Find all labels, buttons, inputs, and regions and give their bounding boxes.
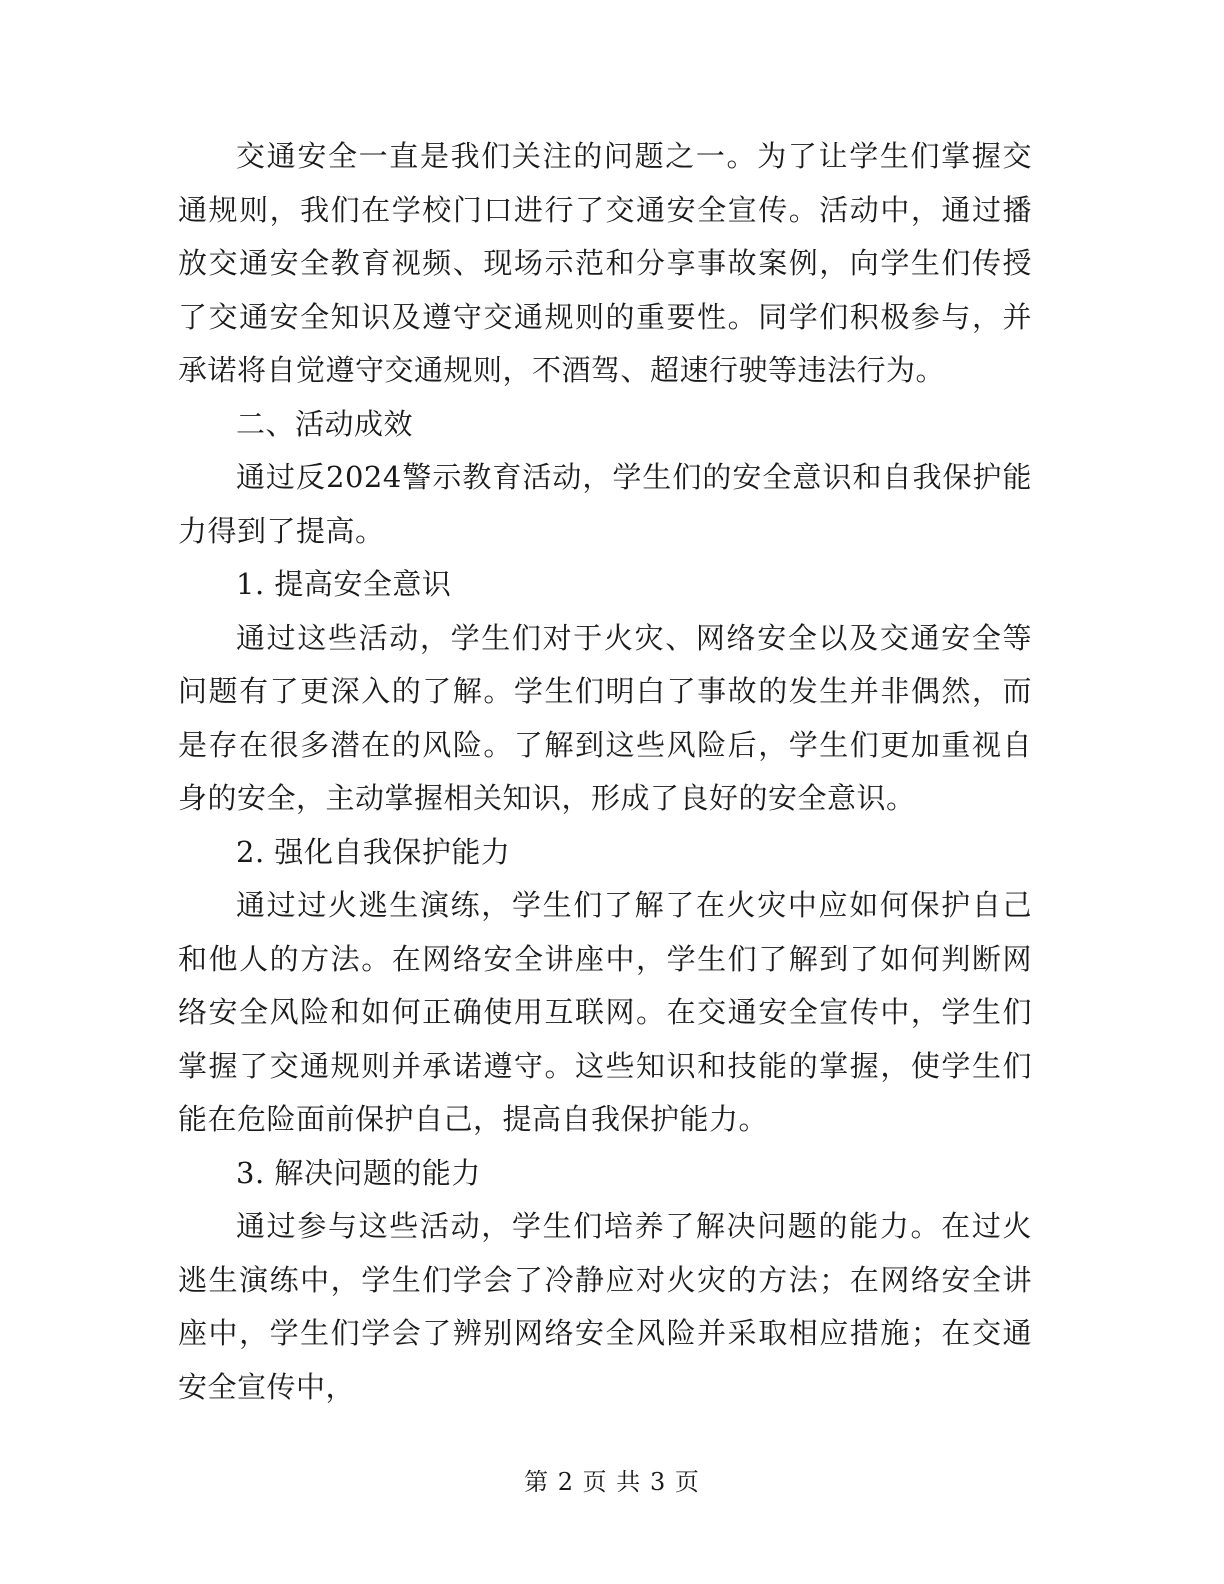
paragraph-results-intro: 通过反2024警示教育活动，学生们的安全意识和自我保护能力得到了提高。 xyxy=(178,460,1032,548)
subheading-safety-awareness: 1. 提高安全意识 xyxy=(236,567,452,601)
subheading-self-protection: 2. 强化自我保护能力 xyxy=(236,834,511,869)
document-body xyxy=(178,130,1032,1414)
subheading-problem-solving: 3. 解决问题的能力 xyxy=(236,1155,481,1190)
paragraph-safety-awareness: 通过这些活动，学生们对于火灾、网络安全以及交通安全等问题有了更深入的了解。学生们明白了事故的发生并非偶然，而是存在很多潜在的风险。了解到这些风险后，学生们更加重视自身的安全，主动掌握相关知识，形成了良好的安全意识。 xyxy=(178,620,1032,815)
page-number-footer: 第 2 页 共 3 页 xyxy=(524,1468,700,1496)
section-heading-results: 二、活动成效 xyxy=(236,406,414,441)
paragraph-problem-solving: 通过参与这些活动，学生们培养了解决问题的能力。在过火逃生演练中，学生们学会了冷静应对火灾的方法；在网络安全讲座中，学生们学会了辨别网络安全风险并采取相应措施；在交通安全宣传中， xyxy=(178,1209,1032,1404)
paragraph-self-protection: 通过过火逃生演练，学生们了解了在火灾中应如何保护自己和他人的方法。在网络安全讲座中，学生们了解到了如何判断网络安全风险和如何正确使用互联网。在交通安全宣传中，学生们掌握了交通规则并承诺遵守。这些知识和技能的掌握，使学生们能在危险面前保护自己，提高自我保护能力。 xyxy=(178,888,1032,1136)
paragraph-traffic-safety: 交通安全一直是我们关注的问题之一。为了让学生们掌握交通规则，我们在学校门口进行了交通安全宣传。活动中，通过播放交通安全教育视频、现场示范和分享事故案例，向学生们传授了交通安全知识及遵守交通规则的重要性。同学们积极参与，并承诺将自觉遵守交通规则，不酒驾、超速行驶等违法行为。 xyxy=(178,139,1032,387)
